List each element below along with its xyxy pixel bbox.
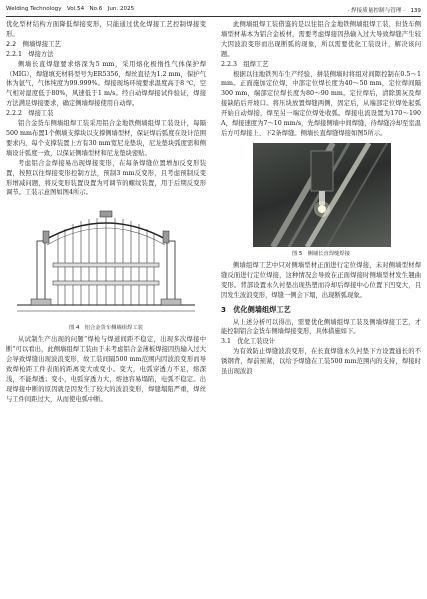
paragraph-fixture-continued: 此侧墙组焊工装借鉴的是以往铝合金地铁侧墙组焊工装，但货车侧墙型材基本为铝合金板材，需要考虑焊接因热输入过大导致焊缝产生较大因波浪变形而出现断弧的现象，所以需要优化工装设计，解决该问题。: [221, 21, 421, 58]
heading-3-1: 3.1 优化工装设计: [221, 338, 276, 346]
paragraph-process-result: 侧墙组焊工艺中只对侧墙型材正面进行定位焊接，未对侧墙型材焊缝反面进行定位焊接，这种情况会导致在正面焊接时侧墙型材发生翘曲变形。背部设置永久衬垫出现热塑而冷却后焊接中心位置下凹变大，且因发生波浪变形，焊缝一侧会下塌，出现断弧现象。: [221, 261, 421, 299]
paragraph-intro: 优化型材结构方面降低焊接变形，只能通过优化焊接工艺控制焊接变形。: [6, 21, 206, 38]
paragraph-section-3-1: 为有效防止焊缝波浪变形，在长直焊缝永久衬垫下方设置通长的不锈钢背，焊前预紧，以给予焊缝在工装500 mm范围内的支持，焊接时虽出现波浪: [221, 348, 421, 376]
paragraph-fixture: 铝合金货车侧墙组焊工装采用铝合金地铁侧墙组焊工装设计，每隔500 mm布置1个侧墙支撑块以支撑侧墙型材，保证焊后弧度在设计范围要求内，每个支撑装置上方有30 mm宽尼龙垫块，尼龙垫块弧度需和侧墙设计弧度一致，以保证侧墙型材和尼龙垫块密贴。: [6, 120, 206, 157]
header-journal-info: [6, 6, 134, 12]
header-journal: Welding Technology: [6, 6, 62, 12]
header-date: Jun. 2025: [107, 6, 135, 12]
header-rule: [6, 16, 421, 17]
paragraph-production-problem: 从试制生产出现的问题“焊枪与焊道间距不稳定，出现多次焊接中断”可以看出，此侧墙组焊工装由于未考虑铝合金薄板焊接因热输入过大会导致焊缝出现波浪变形，故工装间隔500 mm范围内因波浪变形而导致焊枪距工件表面的距离变大或变小。变大，电弧穿透力不足，熔深浅，不能焊透；变小，电弧穿透力大，熔池容易塌陷，电弧不稳定。出现焊接中断的原因就是因发生了较大的波浪变形，焊缝塌陷严重，焊丝与工件间距过大，从而使电弧中断。: [6, 336, 206, 403]
paragraph-welding-method: 侧墙长直焊缝要求熔深为5 mm，采用熔化极惰性气体保护焊（MIG），焊缝填充材料型号为ER5356，焊丝直径为1.2 mm，保护气体为氩气，气体纯度为99.999%。焊接现场环境要求温度高于8 ℃，空气相对湿度低于80%，风速低于1 m/s。经自动焊焊接试件验证，焊接方法满足焊接要求，确定侧墙焊接使用自动焊。: [6, 60, 206, 108]
heading-2-2-2: 2.2.2 焊接工装: [6, 110, 54, 118]
welding-photo-svg: [253, 143, 391, 247]
paragraph-assembly-process: 根据以往地铁列车生产经验，拼装侧墙时将组对间隙控制在0.5～1 mm。正面施加定位焊，中部定位焊长度为40～50 mm，定位焊间隔300 mm，端部定位焊长度为80～90 mm。定位焊后，清除黑灰及焊接缺陷后开坡口。将压块放置焊缝两侧，固定后，从端部定位焊处起弧开始自动焊接，焊至另一端定位焊处收弧。焊接电流设置为170～190 A，焊接速度为7～10 mm/s，先焊接侧墙中间焊缝，待焊缝冷却至室温后方可焊接上、下2条焊缝。侧墙长直焊缝焊接如图5所示。: [221, 70, 421, 137]
heading-2-2: 2.2 侧墙焊接工艺: [6, 39, 61, 48]
figure-5-welding-photo: [253, 143, 391, 247]
paragraph-fixture-deformation: 考虑铝合金焊接易出现焊接变形，在每条焊缝位置增加反变形装置，按照以往焊接变形控制方法，预制3 mm反变形，且考虑预制反变形增减问题，将反变形装置设置为可调节的螺纹装置，用于后期反变形调节。工装示意图如图4所示。: [6, 159, 206, 197]
header-volume: Vol.54: [66, 6, 85, 12]
left-column: [6, 20, 206, 405]
fixture-drawing-svg: [13, 201, 199, 321]
header-page-number: 139: [410, 8, 421, 14]
heading-2-2-1: 2.2.1 焊接方法: [6, 50, 54, 58]
heading-2-2-3: 2.2.3 组焊工艺: [221, 60, 269, 68]
heading-3: 3 优化侧墙组焊工艺: [221, 304, 291, 314]
figure-4-caption: 图 4 铝合金货车侧墙组焊工装: [69, 325, 143, 332]
header-section-info: [348, 6, 422, 14]
right-column: [221, 20, 421, 377]
figure-5-caption: 图 5 侧墙长直焊缝焊接: [291, 250, 351, 257]
header-section: · 焊接质量控制与管理 ·: [347, 8, 405, 14]
running-header: [6, 4, 421, 16]
paragraph-section-3: 从上述分析可以得出，需要优化侧墙组焊工装及侧墙焊接工艺，才能控制铝合金货车侧墙焊接变形，具体措施如下。: [221, 318, 421, 336]
header-issue: No.6: [89, 6, 103, 12]
figure-4-fixture-drawing: [13, 201, 199, 321]
